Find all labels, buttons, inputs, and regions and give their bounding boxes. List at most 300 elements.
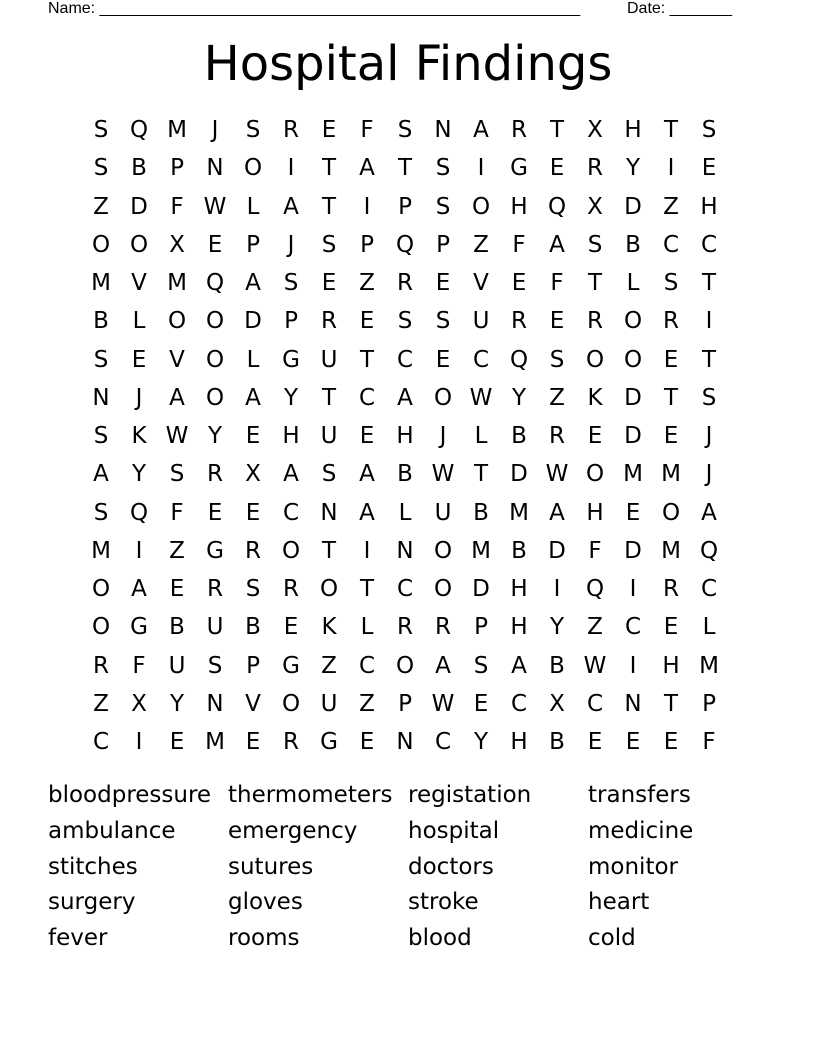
grid-letter: R <box>245 537 261 564</box>
grid-letter: A <box>245 270 261 296</box>
word-list-item: surgery <box>48 889 136 916</box>
grid-letter: M <box>661 461 681 488</box>
word-column <box>588 778 768 957</box>
grid-letter: R <box>283 729 299 755</box>
grid-row <box>82 188 728 226</box>
word-list-item: transfers <box>588 782 691 808</box>
grid-letter: Z <box>359 690 375 717</box>
grid-letter: M <box>509 499 529 526</box>
grid-letter: R <box>397 614 413 641</box>
grid-letter: S <box>549 346 565 373</box>
grid-row <box>82 111 728 149</box>
grid-letter: I <box>553 576 561 602</box>
grid-letter: D <box>244 308 262 335</box>
grid-row <box>82 379 728 417</box>
grid-letter: M <box>471 537 491 564</box>
grid-letter: W <box>545 461 569 488</box>
grid-letter: X <box>587 193 603 220</box>
grid-row <box>82 302 728 340</box>
word-list-item: heart <box>588 889 650 916</box>
grid-letter: P <box>246 231 260 258</box>
grid-letter: V <box>169 346 185 373</box>
grid-letter: E <box>435 270 451 296</box>
grid-letter: S <box>397 117 413 143</box>
grid-letter: G <box>282 346 300 373</box>
grid-letter: M <box>167 270 187 296</box>
grid-letter: L <box>360 614 374 641</box>
grid-letter: P <box>360 231 374 258</box>
grid-letter: C <box>282 499 300 526</box>
grid-letter: W <box>203 193 227 220</box>
grid-letter: W <box>431 690 455 717</box>
grid-letter: K <box>321 614 337 641</box>
grid-row <box>82 570 728 608</box>
grid-letter: T <box>321 155 337 182</box>
grid-letter: R <box>321 308 337 335</box>
grid-row <box>82 455 728 493</box>
grid-letter: C <box>510 690 528 717</box>
grid-letter: N <box>206 155 224 182</box>
grid-letter: T <box>663 690 679 717</box>
grid-letter: R <box>511 308 527 335</box>
grid-letter: I <box>135 537 143 564</box>
grid-row <box>82 149 728 187</box>
grid-letter: C <box>586 690 604 717</box>
grid-letter: S <box>473 652 489 679</box>
grid-letter: G <box>510 155 528 182</box>
word-list-item: ambulance <box>48 817 176 844</box>
grid-letter: O <box>623 346 643 373</box>
grid-letter: Q <box>585 576 605 602</box>
word-search-grid <box>82 111 728 761</box>
grid-letter: O <box>281 537 301 564</box>
grid-letter: A <box>93 461 109 488</box>
grid-letter: Z <box>587 614 603 641</box>
grid-letter: U <box>206 614 224 641</box>
grid-letter: O <box>433 576 453 602</box>
grid-row <box>82 341 728 379</box>
grid-letter: E <box>473 690 489 717</box>
grid-letter: O <box>91 231 111 258</box>
grid-letter: T <box>473 461 489 488</box>
grid-letter: T <box>359 346 375 373</box>
grid-letter: A <box>169 384 185 411</box>
grid-letter: H <box>662 652 680 679</box>
grid-letter: C <box>624 614 642 641</box>
grid-letter: J <box>705 461 713 488</box>
grid-letter: I <box>363 537 371 564</box>
grid-letter: U <box>168 652 186 679</box>
grid-letter: E <box>549 155 565 182</box>
grid-letter: C <box>700 576 718 602</box>
date-field[interactable]: Date: _______ <box>627 0 732 17</box>
grid-letter: Y <box>169 690 185 717</box>
grid-letter: B <box>131 155 147 182</box>
grid-letter: O <box>243 155 263 182</box>
grid-letter: S <box>435 193 451 220</box>
grid-letter: I <box>705 308 713 335</box>
grid-letter: C <box>358 652 376 679</box>
word-list-item: thermometers <box>228 782 393 808</box>
grid-letter: A <box>511 652 527 679</box>
grid-letter: A <box>359 499 375 526</box>
grid-letter: O <box>91 576 111 602</box>
grid-row <box>82 532 728 570</box>
grid-letter: E <box>359 729 375 755</box>
grid-letter: C <box>396 346 414 373</box>
grid-letter: P <box>398 690 412 717</box>
name-field[interactable]: Name: ______________________________________________________ <box>48 0 581 17</box>
grid-letter: B <box>511 537 527 564</box>
grid-letter: G <box>130 614 148 641</box>
grid-letter: U <box>434 499 452 526</box>
grid-letter: N <box>396 729 414 755</box>
grid-letter: G <box>320 729 338 755</box>
grid-letter: E <box>207 231 223 258</box>
grid-letter: B <box>549 652 565 679</box>
grid-letter: U <box>472 308 490 335</box>
grid-letter: Y <box>131 461 147 488</box>
grid-letter: I <box>363 193 371 220</box>
grid-letter: A <box>245 384 261 411</box>
word-list-item: sutures <box>228 853 314 880</box>
page-title: Hospital Findings <box>203 36 613 92</box>
grid-letter: S <box>245 117 261 143</box>
grid-letter: A <box>397 384 413 411</box>
grid-letter: C <box>396 576 414 602</box>
grid-letter: B <box>245 614 261 641</box>
grid-letter: Z <box>93 690 109 717</box>
grid-letter: M <box>205 729 225 755</box>
grid-letter: A <box>549 499 565 526</box>
grid-letter: E <box>359 423 375 449</box>
grid-letter: F <box>702 729 716 755</box>
grid-letter: P <box>436 231 450 258</box>
grid-letter: S <box>93 423 109 449</box>
grid-letter: Y <box>283 384 299 411</box>
grid-letter: G <box>282 652 300 679</box>
grid-letter: H <box>282 423 300 449</box>
grid-letter: H <box>396 423 414 449</box>
grid-row <box>82 685 728 723</box>
grid-letter: L <box>398 499 412 526</box>
grid-letter: R <box>587 308 603 335</box>
grid-letter: Q <box>509 346 529 373</box>
grid-letter: P <box>246 652 260 679</box>
grid-letter: J <box>211 117 219 143</box>
grid-letter: H <box>510 614 528 641</box>
word-list <box>48 778 768 957</box>
grid-letter: N <box>624 690 642 717</box>
word-list-item: hospital <box>408 817 500 844</box>
grid-letter: Z <box>663 193 679 220</box>
grid-letter: E <box>625 729 641 755</box>
grid-letter: Q <box>129 499 149 526</box>
grid-letter: L <box>474 423 488 449</box>
grid-letter: I <box>287 155 295 182</box>
grid-letter: F <box>360 117 374 143</box>
grid-letter: L <box>246 193 260 220</box>
grid-letter: H <box>586 499 604 526</box>
grid-letter: Q <box>205 270 225 296</box>
grid-letter: O <box>319 576 339 602</box>
word-list-item: bloodpressure <box>48 782 212 808</box>
grid-letter: O <box>205 384 225 411</box>
grid-letter: A <box>549 231 565 258</box>
grid-letter: A <box>283 193 299 220</box>
grid-letter: D <box>472 576 490 602</box>
grid-letter: S <box>207 652 223 679</box>
grid-letter: I <box>667 155 675 182</box>
grid-letter: S <box>587 231 603 258</box>
grid-row <box>82 494 728 532</box>
grid-letter: B <box>625 231 641 258</box>
grid-letter: T <box>701 346 717 373</box>
grid-letter: L <box>626 270 640 296</box>
grid-letter: M <box>167 117 187 143</box>
grid-letter: Z <box>321 652 337 679</box>
grid-letter: R <box>283 117 299 143</box>
grid-letter: C <box>434 729 452 755</box>
grid-letter: T <box>359 576 375 602</box>
grid-letter: A <box>131 576 147 602</box>
word-list-item: emergency <box>228 817 358 844</box>
grid-letter: T <box>321 537 337 564</box>
grid-letter: S <box>397 308 413 335</box>
grid-letter: E <box>587 729 603 755</box>
grid-letter: T <box>321 384 337 411</box>
grid-letter: F <box>550 270 564 296</box>
grid-letter: W <box>431 461 455 488</box>
grid-letter: E <box>359 308 375 335</box>
grid-letter: G <box>206 537 224 564</box>
grid-letter: P <box>170 155 184 182</box>
grid-letter: B <box>511 423 527 449</box>
grid-letter: P <box>474 614 488 641</box>
grid-letter: E <box>549 308 565 335</box>
grid-letter: T <box>549 117 565 143</box>
grid-letter: X <box>587 117 603 143</box>
grid-letter: A <box>283 461 299 488</box>
grid-letter: K <box>131 423 147 449</box>
grid-letter: L <box>246 346 260 373</box>
grid-letter: J <box>287 231 295 258</box>
grid-letter: Q <box>547 193 567 220</box>
grid-letter: P <box>284 308 298 335</box>
grid-letter: S <box>93 155 109 182</box>
grid-letter: T <box>587 270 603 296</box>
grid-letter: R <box>207 576 223 602</box>
grid-letter: P <box>398 193 412 220</box>
grid-letter: N <box>320 499 338 526</box>
grid-letter: O <box>661 499 681 526</box>
grid-letter: Z <box>473 231 489 258</box>
grid-letter: W <box>469 384 493 411</box>
grid-letter: E <box>625 499 641 526</box>
grid-letter: C <box>662 231 680 258</box>
grid-letter: S <box>435 155 451 182</box>
grid-letter: T <box>397 155 413 182</box>
grid-letter: O <box>205 308 225 335</box>
grid-letter: H <box>510 729 528 755</box>
grid-letter: R <box>511 117 527 143</box>
grid-letter: H <box>624 117 642 143</box>
word-list-item: medicine <box>588 817 694 844</box>
grid-letter: A <box>701 499 717 526</box>
grid-letter: E <box>245 499 261 526</box>
grid-letter: B <box>549 729 565 755</box>
grid-row <box>82 226 728 264</box>
grid-letter: F <box>588 537 602 564</box>
grid-letter: E <box>245 423 261 449</box>
grid-letter: S <box>93 346 109 373</box>
grid-letter: F <box>132 652 146 679</box>
grid-letter: O <box>433 537 453 564</box>
grid-letter: C <box>358 384 376 411</box>
word-list-item: registation <box>408 782 532 808</box>
grid-letter: O <box>281 690 301 717</box>
grid-letter: Q <box>129 117 149 143</box>
grid-letter: M <box>91 270 111 296</box>
grid-letter: Q <box>395 231 415 258</box>
grid-letter: E <box>321 117 337 143</box>
grid-letter: R <box>587 155 603 182</box>
grid-letter: H <box>510 576 528 602</box>
grid-letter: O <box>205 346 225 373</box>
grid-letter: L <box>132 308 146 335</box>
grid-letter: O <box>623 308 643 335</box>
grid-letter: B <box>169 614 185 641</box>
grid-row <box>82 608 728 646</box>
grid-letter: W <box>165 423 189 449</box>
grid-letter: U <box>320 346 338 373</box>
grid-letter: A <box>359 461 375 488</box>
grid-letter: T <box>663 117 679 143</box>
grid-letter: Y <box>473 729 489 755</box>
grid-letter: S <box>245 576 261 602</box>
grid-letter: O <box>167 308 187 335</box>
grid-letter: R <box>397 270 413 296</box>
grid-letter: D <box>130 193 148 220</box>
grid-letter: R <box>207 461 223 488</box>
grid-letter: A <box>359 155 375 182</box>
grid-letter: O <box>395 652 415 679</box>
grid-letter: R <box>435 614 451 641</box>
grid-letter: F <box>170 499 184 526</box>
grid-letter: R <box>283 576 299 602</box>
grid-letter: Z <box>359 270 375 296</box>
grid-letter: Z <box>549 384 565 411</box>
grid-letter: E <box>663 423 679 449</box>
grid-row <box>82 723 728 761</box>
grid-letter: O <box>471 193 491 220</box>
grid-letter: Y <box>549 614 565 641</box>
grid-letter: O <box>585 346 605 373</box>
grid-letter: E <box>435 346 451 373</box>
grid-letter: X <box>169 231 185 258</box>
grid-letter: S <box>435 308 451 335</box>
grid-letter: T <box>321 193 337 220</box>
grid-letter: Z <box>93 193 109 220</box>
grid-letter: F <box>512 231 526 258</box>
word-list-item: cold <box>588 925 636 952</box>
grid-letter: E <box>663 614 679 641</box>
grid-letter: S <box>93 117 109 143</box>
grid-letter: U <box>320 423 338 449</box>
grid-letter: Z <box>169 537 185 564</box>
grid-letter: D <box>624 193 642 220</box>
grid-letter: X <box>245 461 261 488</box>
word-list-item: blood <box>408 925 472 952</box>
grid-letter: E <box>663 729 679 755</box>
grid-letter: N <box>434 117 452 143</box>
word-list-item: stroke <box>408 889 479 916</box>
grid-letter: Q <box>699 537 719 564</box>
grid-letter: D <box>624 423 642 449</box>
grid-letter: D <box>548 537 566 564</box>
grid-letter: B <box>397 461 413 488</box>
grid-letter: X <box>131 690 147 717</box>
grid-letter: E <box>283 614 299 641</box>
grid-letter: C <box>472 346 490 373</box>
word-column <box>408 778 588 957</box>
grid-row <box>82 647 728 685</box>
grid-letter: I <box>629 576 637 602</box>
grid-letter: R <box>663 308 679 335</box>
grid-letter: B <box>93 308 109 335</box>
word-column <box>48 778 228 957</box>
grid-letter: C <box>700 231 718 258</box>
grid-letter: J <box>705 423 713 449</box>
grid-letter: I <box>135 729 143 755</box>
grid-letter: N <box>206 690 224 717</box>
grid-letter: E <box>169 729 185 755</box>
grid-letter: X <box>549 690 565 717</box>
grid-letter: R <box>549 423 565 449</box>
grid-letter: C <box>92 729 110 755</box>
word-list-item: doctors <box>408 853 494 880</box>
grid-letter: A <box>473 117 489 143</box>
grid-letter: O <box>433 384 453 411</box>
grid-letter: Y <box>207 423 223 449</box>
grid-letter: S <box>93 499 109 526</box>
grid-letter: E <box>245 729 261 755</box>
grid-letter: E <box>169 576 185 602</box>
grid-letter: W <box>583 652 607 679</box>
grid-letter: D <box>510 461 528 488</box>
grid-letter: N <box>92 384 110 411</box>
grid-letter: R <box>663 576 679 602</box>
grid-letter: S <box>701 117 717 143</box>
grid-letter: Y <box>511 384 527 411</box>
grid-letter: E <box>131 346 147 373</box>
word-column <box>228 778 408 957</box>
grid-letter: I <box>477 155 485 182</box>
grid-letter: J <box>135 384 143 411</box>
grid-letter: O <box>585 461 605 488</box>
grid-letter: T <box>701 270 717 296</box>
word-list-item: monitor <box>588 853 678 880</box>
word-list-item: stitches <box>48 853 138 880</box>
grid-letter: E <box>321 270 337 296</box>
grid-letter: L <box>702 614 716 641</box>
grid-letter: O <box>91 614 111 641</box>
grid-letter: V <box>245 690 261 717</box>
grid-letter: S <box>701 384 717 411</box>
grid-letter: O <box>129 231 149 258</box>
grid-letter: S <box>321 461 337 488</box>
grid-letter: V <box>473 270 489 296</box>
